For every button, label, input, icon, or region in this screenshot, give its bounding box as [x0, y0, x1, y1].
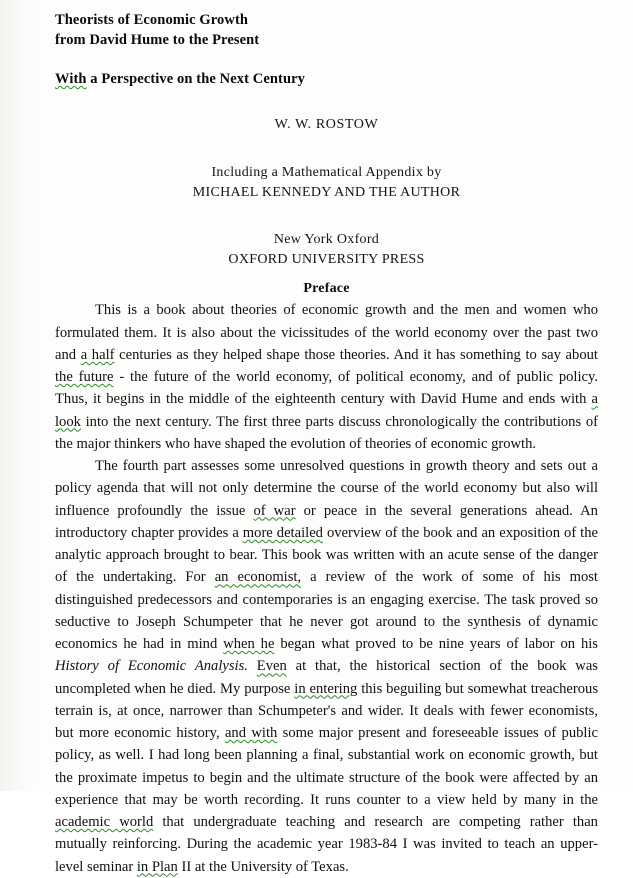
p2-segment-9: some major present and foreseeable issues of public policy, as well. I had long been planning a final, substantial work on economic growth, but the proximate impetus to begin and the ultimate structure of the book were affected by an experience that may be worth recording. It runs counter to a view held by many in the: [55, 725, 598, 808]
p2-segment-1: The fourth part assesses some unresolved questions in growth theory and sets out a policy agenda that will not only determine the course of the world economy but also will influence profoundly the issue: [55, 458, 598, 519]
p2-segment-6: [248, 658, 257, 674]
grammar-flag-in-entering: in entering: [294, 680, 358, 697]
grammar-flag-even: Even: [256, 658, 287, 675]
p1-segment-2: centuries as they helped shape those theories. And it has something to say about: [114, 346, 598, 363]
book-title: [55, 10, 598, 50]
p1-segment-4: into the next century. The first three parts discuss chronologically the contributions of the major thinkers who have shaped the evolution of theories of economic growth.: [55, 413, 598, 452]
book-subtitle-rest: a Perspective on the Next Century: [86, 71, 305, 87]
appendix-credit: [55, 163, 598, 203]
grammar-flag-the-future: the future: [55, 369, 114, 386]
p2-segment-10: that undergraduate teaching and research are competing rather than mutually reinforcing. During the academic year 1983-84 I was invited to teach an upper-level seminar: [55, 814, 598, 875]
grammar-flag-a-look: a look: [55, 391, 598, 430]
preface-paragraph-1: [55, 299, 598, 455]
p2-segment-7: at that, the historical section of the book was uncompleted when he died. My purpose: [55, 658, 598, 697]
book-title-line-1: Theorists of Economic Growth: [55, 12, 249, 28]
cited-work-title: History of Economic Analysis.: [55, 658, 248, 675]
preface-paragraph-2: [55, 455, 598, 878]
book-subtitle: [55, 71, 598, 88]
book-title-line-2: from David Hume to the Present: [55, 32, 260, 48]
grammar-flag-in-plan: in Plan: [136, 858, 178, 875]
p1-segment-3: - the future of the world economy, of political economy, and of public policy. Thus, it begins in the middle of the eighteenth century with David Hume and ends with: [55, 369, 598, 408]
author-name: W. W. ROSTOW: [274, 117, 379, 132]
preface-body: [55, 299, 598, 878]
publisher-name: OXFORD UNIVERSITY PRESS: [228, 251, 425, 267]
grammar-flag-and-with: and with: [224, 725, 278, 742]
p1-segment-1: This is a book about theories of economic growth and the men and women who formulated them. It is also about the vicissitudes of the world economy over the past two and: [55, 302, 598, 363]
p2-segment-4: a review of the work of some of his most distinguished predecessors and contemporaries is an engaging exercise. The task proved so seductive to Joseph Schumpeter that he never got around to the synthesis of dynamic economics he had in mind: [55, 569, 598, 653]
appendix-credit-line-1: Including a Mathematical Appendix by: [211, 164, 442, 180]
publisher-imprint: [55, 230, 598, 270]
p2-segment-11: II at the University of Texas.: [177, 858, 349, 875]
publisher-city: New York Oxford: [273, 231, 380, 247]
preface-heading: Preface: [303, 281, 350, 297]
grammar-flag-with: With: [55, 71, 87, 87]
p2-segment-2: or peace in the several generations ahead. An introductory chapter provides a: [55, 502, 598, 541]
grammar-flag-more-detailed: more detailed: [242, 524, 323, 541]
grammar-flag-an-economist: an economist,: [214, 569, 302, 586]
p2-segment-8: this beguiling but somewhat treacherous terrain is, at once, narrower than Schumpeter's and wider. It deals with fewer economists, but more economic history,: [55, 680, 598, 742]
appendix-credit-line-2: MICHAEL KENNEDY AND THE AUTHOR: [192, 184, 461, 200]
p2-segment-5: began what proved to be nine years of labor on his: [274, 636, 598, 653]
grammar-flag-when-he: when he: [223, 636, 275, 653]
grammar-flag-of-war: of war: [253, 502, 296, 519]
grammar-flag-a-half: a half: [80, 346, 115, 363]
p2-segment-3: overview of the book and an exposition of the analytic approach brought to bear. This book was written with an acute sense of the danger of the undertaking. For: [55, 524, 598, 586]
grammar-flag-academic-world: academic world: [55, 814, 154, 831]
